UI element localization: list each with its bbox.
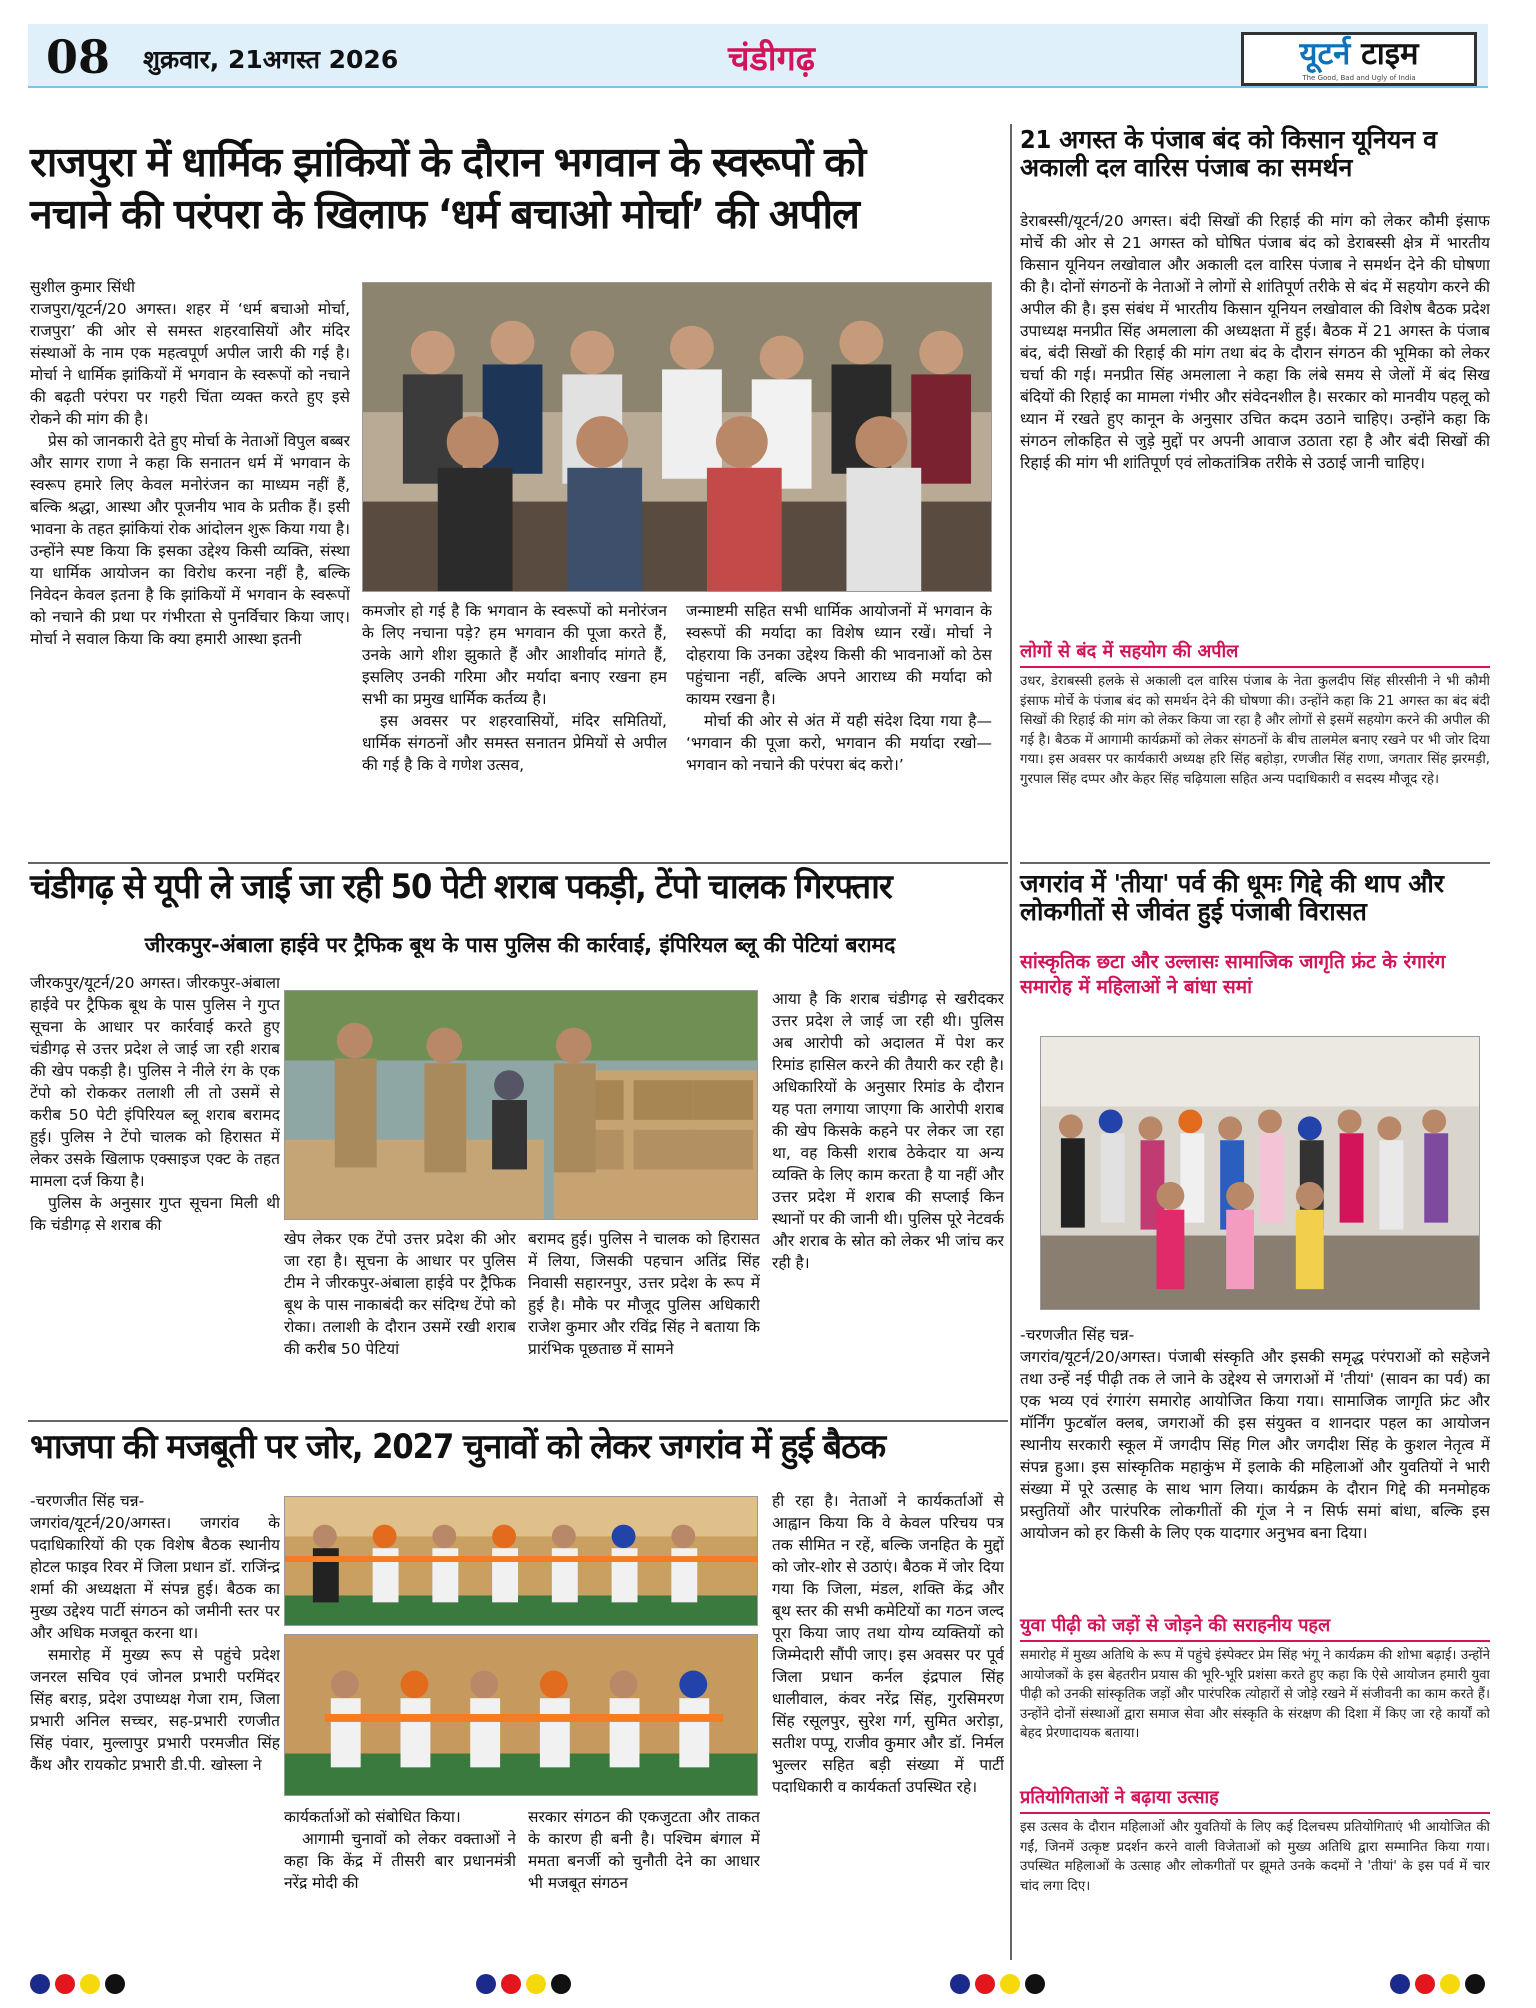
story2-col4 (772, 988, 1004, 1412)
story1-col1 (30, 276, 350, 858)
story1-col3-p1: जन्माष्टमी सहित सभी धार्मिक आयोजनों में भगवान के स्वरूपों की मर्यादा का विशेष ध्यान रखें। मोर्चा ने दोहराया कि उनका उद्देश्य किसी की भावनाओं को ठेस पहुंचाना नहीं, बल्कि अपने आराध्य की मर्यादा को कायम रखना है। (686, 602, 992, 708)
felicitation-image (285, 1635, 757, 1795)
logo-text-a: यूटर्न (1299, 36, 1351, 72)
story4-small-body: उधर, डेराबस्सी हलके से अकाली दल वारिस पंजाब के नेता कुलदीप सिंह सीरसीनी ने भी कौमी इंसाफ मोर्चे के पंजाब बंद को समर्थन देने की घोषणा की। उन्होंने कहा कि 21 अगस्त का बंद बंदी सिखों की रिहाई की मांग को लेकर किया जा रहा है और लोगों से इसमें सहयोग करने की अपील की गई है। बैठक में आगामी कार्यक्रमों को लेकर संगठनों के बीच तालमेल बनाए रखने पर भी जोर दिया गया। इस अवसर पर कार्यकारी अध्यक्ष हरि सिंह बहोड़ा, रणजीत सिंह राणा, जगतार सिंह झरमड़ी, गुरपाल सिंह दप्पर और केहर सिंह चढ़ियाला सहित अन्य पदाधिकारी व सदस्य मौजूद रहे। (1020, 674, 1490, 787)
blue-dot (30, 1974, 50, 1994)
logo-tagline: The Good, Bad and Ugly of India (1302, 74, 1416, 82)
story3-col1 (30, 1490, 280, 1958)
footer-color-dots-4 (1390, 1974, 1485, 1994)
story1-byline: सुशील कुमार सिंधी (30, 278, 135, 296)
black-dot (1465, 1974, 1485, 1994)
divider (1020, 666, 1490, 668)
story2-col1 (30, 972, 280, 1412)
divider (1020, 1640, 1490, 1642)
story4-headline[interactable]: 21 अगस्त के पंजाब बंद को किसान यूनियन व अकाली दल वारिस पंजाब का समर्थन (1020, 125, 1438, 182)
story5-subhead2: युवा पीढ़ी को जड़ों से जोड़ने की सराहनीय पहल (1020, 1615, 1331, 1636)
story5-byline: -चरणजीत सिंह चन्न- (1020, 1326, 1135, 1344)
story3-photo-bottom[interactable] (284, 1634, 758, 1796)
red-dot (1415, 1974, 1435, 1994)
story3-col1-p1: जगरांव/यूटर्न/20/अगस्त। जगरांव के पदाधिकारियों की एक विशेष बैठक स्थानीय होटल फाइव रिवर में जिला प्रधान डॉ. राजिंन्द्र शर्मा की अध्यक्षता में संपन्न हुई। बैठक का मुख्य उद्देश्य पार्टी संगठन को जमीनी स्तर पर और अधिक मजबूत करना था। (30, 1514, 280, 1642)
story2-col1-p1: जीरकपुर/यूटर्न/20 अगस्त। जीरकपुर-अंबाला हाईवे पर ट्रैफिक बूथ के पास पुलिस ने गुप्त सूचना के आधार पर कार्रवाई करते हुए चंडीगढ़ से उत्तर प्रदेश ले जाई जा रही शराब की खेप पकड़ी है। पुलिस ने नीले रंग के एक टेंपो को रोककर तलाशी ली तो उसमें से करीब 50 पेटी इंपिरियल ब्लू शराब बरामद हुई। पुलिस ने टेंपो चालक को हिरासत में लेकर उसके खिलाफ एक्साइज एक्ट के तहत मामला दर्ज किया है। (30, 974, 280, 1190)
footer-color-dots-2 (476, 1974, 571, 1994)
story3-col3 (528, 1806, 760, 1956)
story1-col1-p1: राजपुरा/यूटर्न/20 अगस्त। शहर में ‘धर्म बचाओ मोर्चा, राजपुरा’ की ओर से समस्त शहरवासियों और मंदिर संस्थाओं के नाम एक महत्वपूर्ण अपील जारी की गई है। मोर्चा ने धार्मिक झांकियों में भगवान के स्वरूपों को नचाने की बढ़ती परंपरा पर गहरी चिंता व्यक्त करते हुए इसे रोकने की मांग की है। (30, 300, 350, 428)
story3-photo-top[interactable] (284, 1496, 758, 1626)
divider (1020, 1812, 1490, 1814)
story4-small-col (1020, 672, 1490, 858)
story3-col2 (284, 1806, 516, 1956)
story1-col3 (686, 600, 992, 852)
black-dot (1025, 1974, 1045, 1994)
story3-col4-p1: ही रहा है। नेताओं ने कार्यकर्ताओं से आह्वान किया कि वे केवल परिचय पत्र तक सीमित न रहें, बल्कि जनहित के मुद्दों को जोर-शोर से उठाएं। बैठक में जोर दिया गया कि जिला, मंडल, शक्ति केंद्र और बूथ स्तर की सभी कमेटियों का गठन जल्द पूरा किया जाए तथा योग्य व्यक्तियों को जिम्मेदारी सौंपी जाए। इस अवसर पर पूर्व जिला प्रधान कर्नल इंद्रपाल सिंह धालीवाल, कंवर नरेंद्र सिंह, गुरसिमरण सिंह रसूलपुर, सुरेश गर्ग, सुमित अरोड़ा, सतीश पप्पू, राजीव कुमार और डॉ. निर्मल भुल्लर सहित बड़ी संख्या में पार्टी पदाधिकारी व कार्यकर्ता उपस्थित रहे। (772, 1492, 1004, 1796)
yellow-dot (1440, 1974, 1460, 1994)
story1-col2 (362, 600, 667, 852)
story5-small-col3 (1020, 1818, 1490, 1938)
story5-subhead3: प्रतियोगिताओं ने बढ़ाया उत्साह (1020, 1787, 1219, 1808)
blue-dot (1390, 1974, 1410, 1994)
story2-col3 (528, 1228, 760, 1414)
story1-col3-p2: मोर्चा की ओर से अंत में यही संदेश दिया गया है— ‘भगवान की पूजा करो, भगवान की मर्यादा रखो—भगवान को नचाने की परंपरा बंद करो।’ (686, 712, 992, 774)
yellow-dot (526, 1974, 546, 1994)
story2-photo[interactable] (284, 990, 758, 1220)
story5-headline[interactable] (1020, 870, 1490, 926)
police-seizure-image (285, 991, 757, 1219)
story1-headline-line1: राजपुरा में धार्मिक झांकियों के दौरान भगवान के स्वरूपों को (30, 138, 866, 186)
story4-body: डेराबस्सी/यूटर्न/20 अगस्त। बंदी सिखों की रिहाई की मांग को लेकर कौमी इंसाफ मोर्चे की ओर से 21 अगस्त को घोषित पंजाब बंद को डेराबस्सी क्षेत्र में भारतीय किसान यूनियन लखोवाल और अकाली दल वारिस पंजाब ने समर्थन देने की घोषणा की है। दोनों संगठनों के नेताओं ने लोगों से शांतिपूर्ण तरीके से बंद में सहयोग करने की अपील की है। इस संबंध में भारतीय किसान यूनियन लखोवाल की विशेष बैठक प्रदेश उपाध्यक्ष मनप्रीत सिंह अमलाला की अध्यक्षता में हुई। बैठक में 21 अगस्त के पंजाब बंद, बंदी सिखों की रिहाई की मांग तथा बंद के दौरान संगठन की भूमिका को लेकर चर्चा की गई। मनप्रीत सिंह अमलाला ने कहा कि लंबे समय से जेलों में बंद सिख बंदियों की रिहाई का मामला गंभीर और संवेदनशील है। सरकार को मानवीय पहलू को ध्यान में रखते हुए कानून के अनुसार उचित कदम उठाने चाहिए। उन्होंने कहा कि संगठन लोकहित से जुड़े मुद्दों पर अपनी आवाज उठाता रहा है और बंदी सिखों की रिहाई की मांग भी शांतिपूर्ण एवं लोकतांत्रिक तरीके से उठाई जानी चाहिए। (1020, 212, 1490, 472)
story5-body: जगरांव/यूटर्न/20/अगस्त। पंजाबी संस्कृति और इसकी समृद्ध परंपराओं को सहेजने तथा उन्हें नई पीढ़ी तक ले जाने के उद्देश्य से जगराओं में 'तीयां' (सावन का पर्व) का एक भव्य एवं रंगारंग समारोह आयोजित किया गया। सामाजिक जागृति फ्रंट और मॉर्निंग फुटबॉल क्लब, जगराओं की इस संयुक्त व शानदार पहल का आयोजन स्थानीय सरकारी स्कूल में जगदीप सिंह गिल और जगदीश सिंह के कुशल नेतृत्व में संपन्न हुआ। इस सांस्कृतिक महाकुंभ में इलाके की महिलाओं और युवतियों ने भारी संख्या में पूरे उत्साह के साथ भाग लिया। कार्यक्रम के दौरान गिद्दे की मनमोहक प्रस्तुतियों और पारंपरिक लोकगीतों की गूंज ने न सिर्फ समां बांधा, बल्कि इस आयोजन को हर किसी के लिए एक यादगार अनुभव बना दिया। (1020, 1348, 1490, 1542)
story2-col3-p1: बरामद हुई। पुलिस ने चालक को हिरासत में लिया, जिसकी पहचान अतिंद्र सिंह निवासी सहारनपुर, उत्तर प्रदेश के रूप में हुई है। मौके पर मौजूद पुलिस अधिकारी राजेश कुमार और रविंद्र सिंह ने बताया कि प्रारंभिक पूछताछ में सामने (528, 1230, 760, 1358)
story3-col4 (772, 1490, 1004, 1958)
blue-dot (950, 1974, 970, 1994)
issue-date: शुक्रवार, 21अगस्त 2026 (143, 45, 399, 74)
column-divider (1010, 124, 1012, 1960)
yellow-dot (80, 1974, 100, 1994)
story3-col2-p1: कार्यकर्ताओं को संबोधित किया। (284, 1808, 461, 1826)
meeting-stage-image (285, 1497, 757, 1625)
story1-photo[interactable] (362, 282, 992, 592)
group-photo-image (363, 283, 991, 591)
story3-byline: -चरणजीत सिंह चन्न- (30, 1492, 145, 1510)
masthead-bar (28, 24, 1488, 88)
divider (28, 1420, 1008, 1422)
story3-col3-p1: सरकार संगठन की एकजुटता और ताकत के कारण ही बनी है। पश्चिम बंगाल में ममता बनर्जी को चुनौती देने का आधार भी मजबूत संगठन (528, 1808, 760, 1892)
city-section-title: चंडीगढ़ (728, 39, 815, 79)
story3-headline[interactable]: भाजपा की मजबूती पर जोर, 2027 चुनावों को लेकर जगरांव में हुई बैठक (30, 1427, 886, 1467)
footer-color-dots-1 (30, 1974, 125, 1994)
story1-headline-line2: नचाने की परंपरा के खिलाफ ‘धर्म बचाओ मोर्चा’ की अपील (30, 189, 859, 238)
story3-col1-p2: समारोह में मुख्य रूप से पहुंचे प्रदेश जनरल सचिव एवं जोनल प्रभारी परमिंदर सिंह बराड़, प्रदेश उपाध्यक्ष गेजा राम, जिला प्रभारी अनिल सच्चर, सह-प्रभारी रणजीत सिंह पंवार, मुल्लापुर प्रभारी परमजीत सिंह कैंथ और रायकोट प्रभारी डी.पी. खोस्ला ने (30, 1646, 280, 1774)
red-dot (975, 1974, 995, 1994)
story1-col2-p1: कमजोर हो गई है कि भगवान के स्वरूपों को मनोरंजन के लिए नचाना पड़े? हम भगवान की पूजा करते हैं, उनके आगे शीश झुकाते हैं और आशीर्वाद मांगते हैं, इसलिए उनकी गरिमा और मर्यादा बनाए रखना हम सभी का प्रमुख धार्मिक कर्तव्य है। (362, 602, 667, 708)
story4-subhead: लोगों से बंद में सहयोग की अपील (1020, 641, 1239, 662)
story5-subheadline: सांस्कृतिक छटा और उल्लासः सामाजिक जागृति फ्रंट के रंगारंग समारोह में महिलाओं ने बांधा समां (1020, 951, 1446, 998)
black-dot (551, 1974, 571, 1994)
story2-col4-p1: आया है कि शराब चंडीगढ़ से खरीदकर उत्तर प्रदेश ले जाई जा रही थी। पुलिस अब आरोपी को अदालत में पेश कर रिमांड हासिल करने की तैयारी कर रही है। अधिकारियों के अनुसार रिमांड के दौरान यह पता लगाया जाएगा कि आरोपी शराब की खेप किसके कहने पर लेकर जा रहा था, वह किसी शराब ठेकेदार या अन्य व्यक्ति के लिए काम करता है या नहीं और उत्तर प्रदेश में शराब की सप्लाई किन स्थानों पर की जानी थी। पुलिस पूरे नेटवर्क और शराब के स्रोत को लेकर भी जांच कर रही है। (772, 990, 1004, 1272)
red-dot (55, 1974, 75, 1994)
story3-col2-p2: आगामी चुनावों को लेकर वक्ताओं ने कहा कि केंद्र में तीसरी बार प्रधानमंत्री नरेंद्र मोदी की (284, 1830, 516, 1892)
story1-headline[interactable] (30, 140, 1010, 238)
story1-col1-p2: प्रेस को जानकारी देते हुए मोर्चा के नेताओं विपुल बब्बर और सागर राणा ने कहा कि सनातन धर्म में भगवान के स्वरूप हमारे लिए केवल मनोरंजन का माध्यम नहीं हैं, बल्कि श्रद्धा, आस्था और पूजनीय भाव के प्रतीक हैं। इसी भावना के तहत झांकियां रोक आंदोलन शुरू किया गया है। उन्होंने स्पष्ट किया कि इसका उद्देश्य किसी व्यक्ति, संस्था या धार्मिक आयोजन का विरोध करना नहीं है, बल्कि निवेदन केवल इतना है कि झांकियों में भगवान के स्वरूपों को नचाने की प्रथा पर गंभीरता से पुनर्विचार किया जाए। मोर्चा ने सवाल किया कि क्या हमारी आस्था इतनी (30, 432, 350, 648)
story2-col2-p1: खेप लेकर एक टेंपो उत्तर प्रदेश की ओर जा रहा है। सूचना के आधार पर पुलिस टीम ने जीरकपुर-अंबाला हाईवे पर ट्रैफिक बूथ के पास नाकाबंदी कर संदिग्ध टेंपो को रोका। तलाशी के दौरान उसमें रखी शराब की करीब 50 पेटियां (284, 1230, 516, 1358)
page-number: 08 (46, 30, 111, 84)
logo-text-b: टाइम (1361, 36, 1419, 72)
story2-headline[interactable]: चंडीगढ़ से यूपी ले जाई जा रही 50 पेटी शराब पकड़ी, टेंपो चालक गिरफ्तार (30, 867, 892, 907)
divider (28, 862, 1008, 864)
footer-color-dots-3 (950, 1974, 1045, 1994)
story2-subheadline: जीरकपुर-अंबाला हाईवे पर ट्रैफिक बूथ के पास पुलिस की कार्रवाई, इंपिरियल ब्लू की पेटियां बरामद (144, 933, 896, 957)
teeyan-festival-image (1041, 1037, 1479, 1309)
story2-col1-p2: पुलिस के अनुसार गुप्त सूचना मिली थी कि चंडीगढ़ से शराब की (30, 1194, 280, 1234)
black-dot (105, 1974, 125, 1994)
yellow-dot (1000, 1974, 1020, 1994)
story5-small-body2: समारोह में मुख्य अतिथि के रूप में पहुंचे इंस्पेक्टर प्रेम सिंह भंगू ने कार्यक्रम की शोभा बढ़ाई। उन्होंने आयोजकों के इस बेहतरीन प्रयास की भूरि-भूरि प्रशंसा करते हुए कहा कि ऐसे आयोजन हमारी युवा पीढ़ी को उनकी सांस्कृतिक जड़ों और पारंपरिक त्योहारों से जोड़े रखने में संजीवनी का काम करते हैं। उन्होंने दोनों संस्थाओं द्वारा समाज सेवा और संस्कृति के संरक्षण की दिशा में किए जा रहे कार्यों को बेहद प्रेरणादायक बताया। (1020, 1648, 1490, 1741)
newspaper-logo[interactable] (1241, 32, 1477, 86)
story5-body-col (1020, 1324, 1490, 1614)
story5-headline-line1: जगरांव में 'तीया' पर्व की धूमः गिद्दे की थाप और (1020, 869, 1444, 898)
story5-small-col2 (1020, 1646, 1490, 1778)
story5-small-body3: इस उत्सव के दौरान महिलाओं और युवतियों के लिए कई दिलचस्प प्रतियोगिताएं भी आयोजित की गईं, जिनमें उत्कृष्ट प्रदर्शन करने वाली विजेताओं को मुख्य अतिथि द्वारा सम्मानित किया गया। उपस्थित महिलाओं के उत्साह और लोकगीतों पर झूमते उनके कदमों ने 'तीयां' के इस पर्व में चार चांद लगा दिए। (1020, 1820, 1490, 1894)
story5-photo[interactable] (1040, 1036, 1480, 1310)
story4-body-col (1020, 210, 1490, 636)
red-dot (501, 1974, 521, 1994)
story5-headline-line2: लोकगीतों से जीवंत हुई पंजाबी विरासत (1020, 897, 1367, 926)
story2-col2 (284, 1228, 516, 1414)
divider (1020, 862, 1490, 864)
story1-col2-p2: इस अवसर पर शहरवासियों, मंदिर समितियों, धार्मिक संगठनों और समस्त सनातन प्रेमियों से अपील की गई है कि वे गणेश उत्सव, (362, 712, 667, 774)
blue-dot (476, 1974, 496, 1994)
